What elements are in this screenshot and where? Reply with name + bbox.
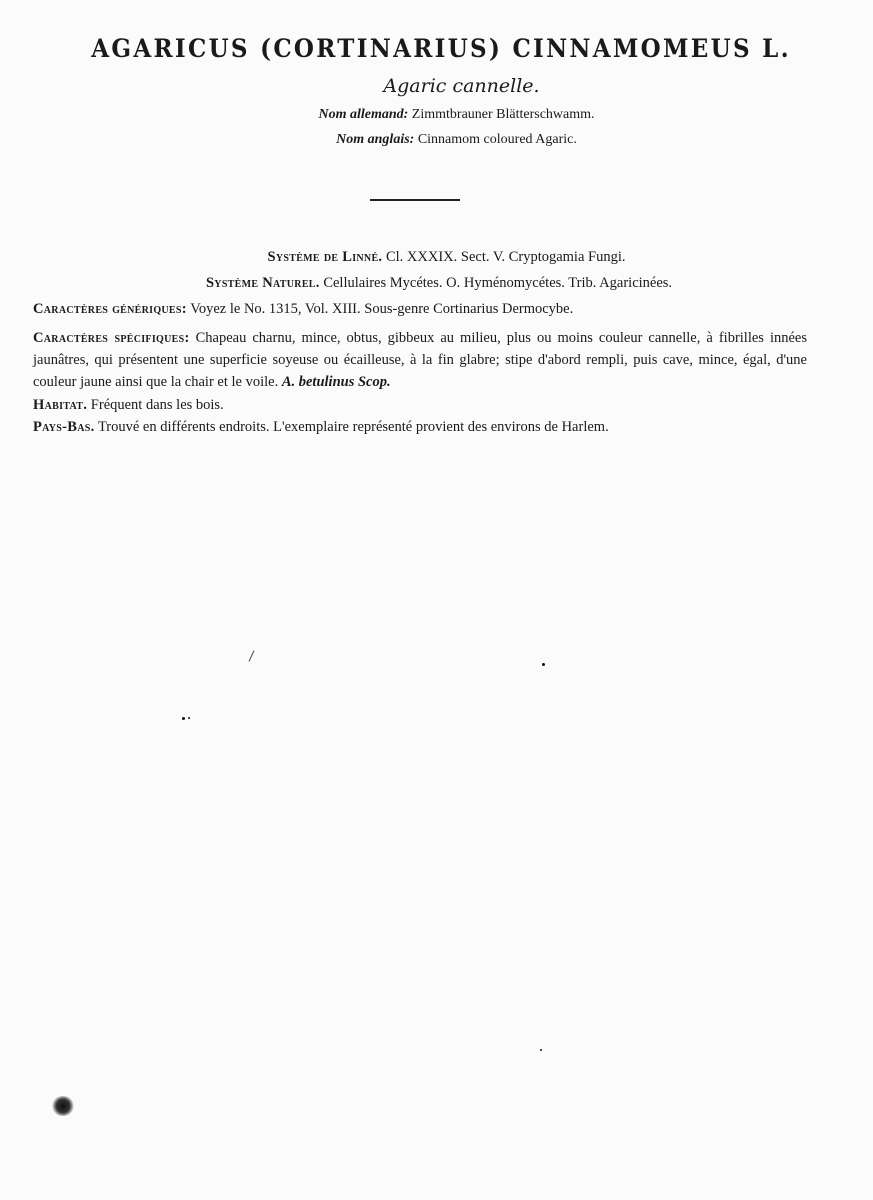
- netherlands-line: [33, 419, 609, 436]
- naturel-label: Système Naturel.: [205, 275, 320, 291]
- french-common-name: Agaric cannelle.: [383, 75, 540, 97]
- print-speck: [542, 663, 545, 666]
- ink-blot: [52, 1096, 74, 1116]
- habitat-line: [33, 397, 224, 414]
- specific-characters-paragraph: [33, 327, 807, 393]
- paysbas-label: Pays-Bas.: [33, 419, 95, 435]
- habitat-text: Fréquent dans les bois.: [90, 397, 224, 413]
- habitat-label: Habitat.: [33, 397, 88, 413]
- paysbas-text: Trouvé en différents endroits. L'exemplaire représenté provient des environs de Harlem.: [97, 419, 609, 435]
- german-name-line: [0, 107, 873, 123]
- german-name-value: Zimmtbrauner Blätterschwamm.: [411, 107, 595, 122]
- naturel-text: Cellulaires Mycétes. O. Hyménomycétes. Trib. Agaricinées.: [323, 275, 673, 291]
- specifiques-synonym: A. betulinus Scop.: [281, 374, 391, 390]
- specifiques-label: Caractères spécifiques:: [33, 330, 190, 346]
- print-speck: [182, 717, 185, 720]
- generiques-label: Caractères génériques:: [33, 301, 187, 317]
- print-mark: [249, 650, 255, 661]
- linne-system-line: [0, 249, 873, 266]
- generic-characters-line: [33, 301, 573, 318]
- print-speck: [540, 1049, 542, 1051]
- linne-label: Système de Linné.: [267, 249, 383, 265]
- linne-text: Cl. XXXIX. Sect. V. Cryptogamia Fungi.: [385, 249, 626, 265]
- english-name-value: Cinnamom coloured Agaric.: [417, 132, 577, 147]
- section-divider: [370, 199, 460, 201]
- generiques-text: Voyez le No. 1315, Vol. XIII. Sous-genre Cortinarius Dermocybe.: [190, 301, 574, 317]
- print-speck: [188, 717, 190, 719]
- english-name-label: Nom anglais:: [336, 132, 415, 147]
- species-title: AGARICUS (CORTINARIUS) CINNAMOMEUS L.: [91, 34, 791, 63]
- english-name-line: [0, 132, 873, 148]
- specifiques-text: Chapeau charnu, mince, obtus, gibbeux au milieu, plus ou moins couleur cannelle, à fibrilles innées jaunâtres, qui présentent une superficie soyeuse ou écailleuse, à la fin glabre; stipe d'abord rempli, puis cave, mince, égal, d'une couleur jaune ainsi que la chair et le voile.: [33, 330, 807, 390]
- natural-system-line: [0, 275, 873, 292]
- german-name-label: Nom allemand:: [318, 107, 409, 122]
